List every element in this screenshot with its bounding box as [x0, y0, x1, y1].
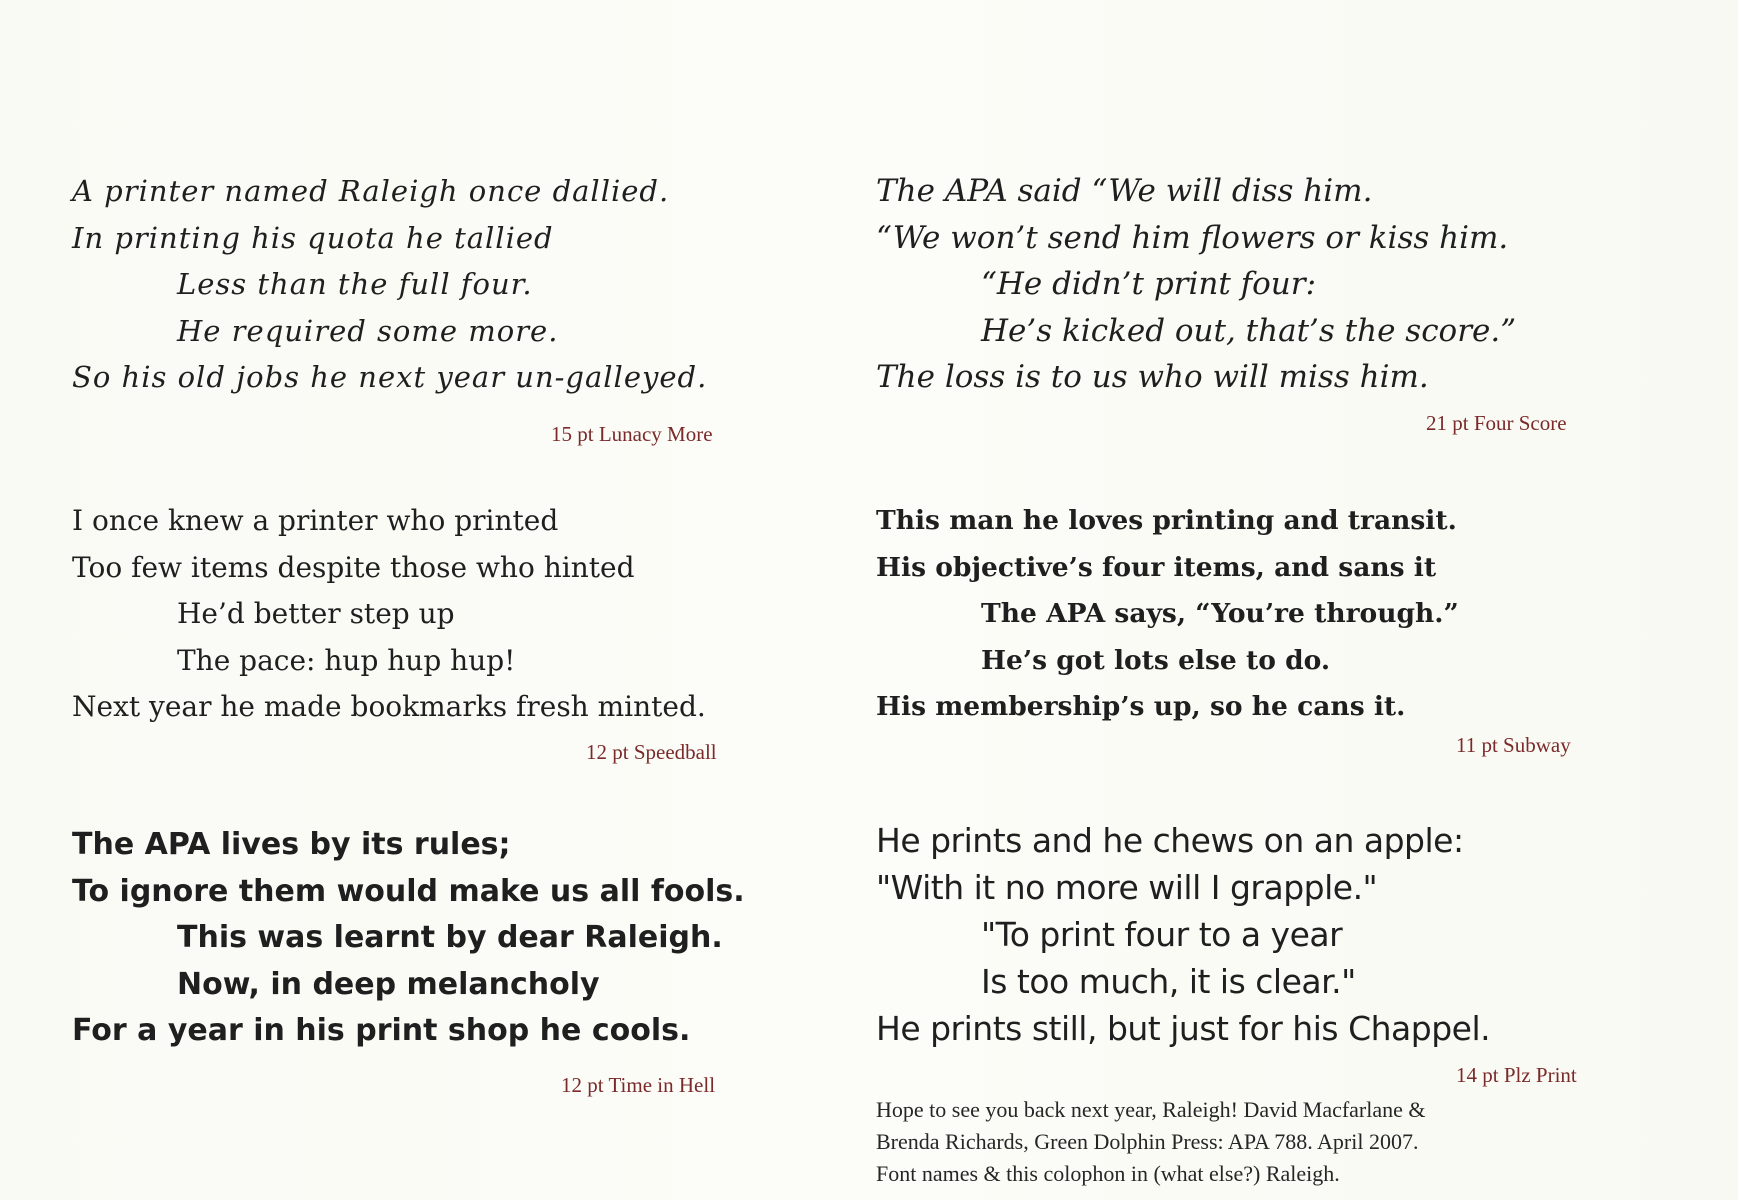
poem-four-score	[876, 168, 1516, 401]
poem-time-in-hell	[72, 822, 745, 1055]
poem-line: He required some more.	[177, 313, 559, 348]
poem-line: Next year he made bookmarks fresh minted.	[72, 690, 706, 723]
poem-line: He’d better step up	[177, 597, 455, 630]
colophon-line: Hope to see you back next year, Raleigh! David Macfarlane &	[876, 1097, 1426, 1122]
poem-line: Less than the full four.	[177, 267, 533, 301]
poem-line: So his old jobs he next year un-galleyed.	[72, 360, 708, 394]
font-caption-speedball: 12 pt Speedball	[586, 740, 717, 764]
poem-line: Is too much, it is clear."	[981, 962, 1356, 1001]
poem-line: I once knew a printer who printed	[72, 504, 559, 537]
poem-line: His objective’s four items, and sans it	[876, 551, 1437, 583]
poem-line: He prints still, but just for his Chappel.	[876, 1009, 1491, 1048]
poem-line: He prints and he chews on an apple:	[876, 821, 1464, 860]
poem-line: A printer named Raleigh once dallied.	[72, 174, 670, 208]
poem-plz-print	[876, 817, 1490, 1052]
poem-line: The pace: hup hup hup!	[177, 643, 516, 677]
poem-line: His membership’s up, so he cans it.	[876, 691, 1406, 722]
poem-line: This was learnt by dear Raleigh.	[177, 920, 723, 955]
poem-line: The loss is to us who will miss him.	[876, 359, 1429, 395]
font-caption-time-in-hell: 12 pt Time in Hell	[561, 1073, 716, 1097]
poem-line: The APA lives by its rules;	[72, 827, 511, 862]
colophon	[876, 1094, 1426, 1190]
poem-line: For a year in his print shop he cools.	[72, 1013, 691, 1048]
poem-line: “He didn’t print four:	[981, 266, 1317, 302]
font-caption-plz-print: 14 pt Plz Print	[1456, 1063, 1577, 1087]
poem-speedball	[72, 498, 706, 731]
poem-subway	[876, 498, 1459, 731]
poem-line: This man he loves printing and transit.	[876, 505, 1457, 536]
poem-line: The APA said “We will diss him.	[876, 173, 1373, 209]
poem-line: In printing his quota he tallied	[72, 220, 554, 255]
poem-lunacy-more	[72, 168, 707, 401]
poem-line: "To print four to a year	[981, 915, 1343, 954]
poem-line: He’s kicked out, that’s the score.”	[981, 312, 1517, 349]
font-caption-subway: 11 pt Subway	[1456, 733, 1571, 757]
poem-line: Too few items despite those who hinted	[72, 550, 635, 584]
poem-line: The APA says, “You’re through.”	[981, 598, 1459, 629]
poem-line: Now, in deep melancholy	[177, 966, 600, 1002]
colophon-line: Font names & this colophon in (what else?) Raleigh.	[876, 1161, 1340, 1186]
poem-line: "With it no more will I grapple."	[876, 868, 1378, 907]
poem-line: He’s got lots else to do.	[981, 644, 1331, 676]
font-caption-four-score: 21 pt Four Score	[1426, 411, 1567, 435]
poem-line: To ignore them would make us all fools.	[72, 873, 745, 909]
poem-line: “We won’t send him flowers or kiss him.	[876, 219, 1509, 256]
colophon-line: Brenda Richards, Green Dolphin Press: APA 788. April 2007.	[876, 1129, 1419, 1154]
font-caption-lunacy-more: 15 pt Lunacy More	[551, 422, 713, 446]
